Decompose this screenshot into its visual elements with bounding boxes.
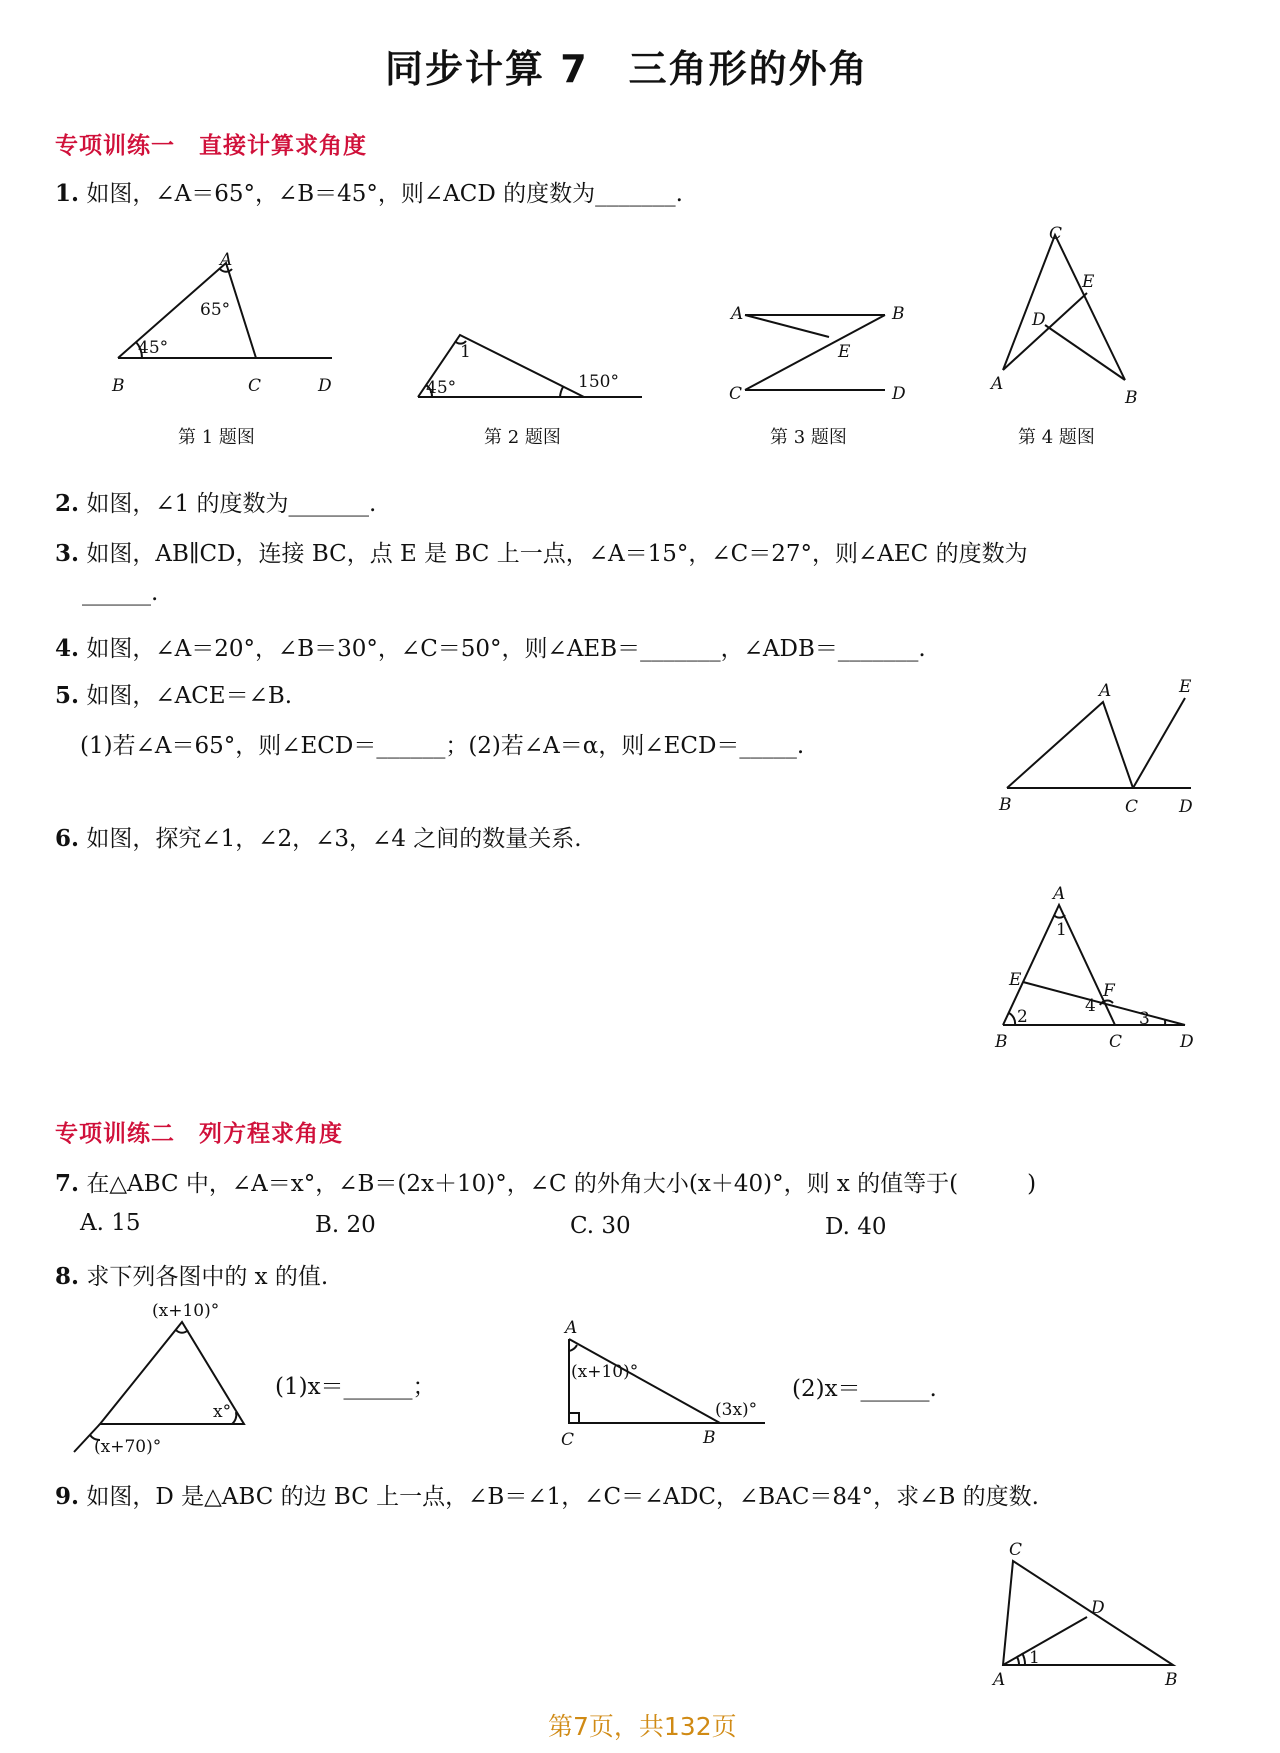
fig5-label-E: E [1179,677,1192,697]
caption-fig-3: 第 3 题图 [770,427,847,448]
fig3-label-D: D [892,384,906,404]
fig8b-label-B: B [703,1428,716,1448]
fig1-label-D: D [318,376,332,396]
fig4-label-E: E [1082,272,1095,292]
fig3-label-C: C [729,384,743,404]
fig6-label-B: B [995,1032,1008,1052]
fig8a-angle-right: x° [213,1402,232,1422]
caption-fig-1: 第 1 题图 [178,427,255,448]
figure-5 [995,670,1195,820]
fig2-angle-1: 1 [460,342,471,362]
page-footer: 第7页，共132页 [548,1712,737,1741]
fig6-label-E: E [1009,970,1022,990]
fig4-label-D: D [1032,310,1046,330]
fig6-label-D: D [1180,1032,1194,1052]
fig1-label-A: A [220,250,233,270]
fig1-angle-A: 65° [200,300,231,320]
option-a: A. 15 [80,1210,141,1236]
fig3-label-B: B [892,304,905,324]
question-6: 6. 如图，探究∠1，∠2，∠3，∠4 之间的数量关系. [55,825,582,852]
caption-fig-2: 第 2 题图 [484,427,561,448]
fig2-angle-45: 45° [426,378,457,398]
question-8-blank-1: (1)x＝______； [275,1374,436,1400]
figure-9 [985,1535,1195,1690]
fig6-label-F: F [1103,981,1115,1001]
fig3-label-A: A [731,304,744,324]
fig3-label-E: E [838,342,851,362]
fig6-angle-4: 4 [1085,996,1096,1016]
question-1: 1. 如图，∠A＝65°，∠B＝45°，则∠ACD 的度数为_______. [55,180,683,207]
fig6-label-C: C [1109,1032,1123,1052]
fig6-angle-1: 1 [1056,920,1067,940]
question-2: 2. 如图，∠1 的度数为_______. [55,490,377,517]
fig8a-angle-top: (x+10)° [152,1301,220,1321]
figure-8a [70,1300,280,1460]
fig9-angle-1: 1 [1029,1648,1040,1668]
fig9-label-B: B [1165,1670,1178,1690]
figure-2 [410,325,650,405]
fig8b-label-A: A [565,1318,578,1338]
question-5: 5. 如图，∠ACE＝∠B. [55,682,293,709]
question-5-parts: (1)若∠A＝65°，则∠ECD＝______；(2)若∠A＝α，则∠ECD＝_____. [80,733,805,759]
fig5-label-D: D [1179,797,1193,817]
fig6-angle-3: 3 [1139,1009,1150,1029]
figure-6 [985,885,1200,1060]
fig5-label-C: C [1125,797,1139,817]
fig1-label-B: B [112,376,125,396]
question-3-blank: ______. [82,580,159,606]
fig4-label-B: B [1125,388,1138,408]
figure-4 [985,224,1155,408]
question-8: 8. 求下列各图中的 x 的值. [55,1263,329,1290]
fig5-label-B: B [999,795,1012,815]
fig1-label-C: C [248,376,262,396]
question-3: 3. 如图，AB∥CD，连接 BC，点 E 是 BC 上一点，∠A＝15°，∠C＝27°，则∠AEC 的度数为 [55,540,1028,567]
option-d: D. 40 [825,1214,887,1240]
fig6-angle-2: 2 [1017,1007,1028,1027]
question-7: 7. 在△ABC 中，∠A＝x°，∠B＝(2x＋10)°，∠C 的外角大小(x＋40)°，则 x 的值等于( ) [55,1170,1037,1197]
question-4: 4. 如图，∠A＝20°，∠B＝30°，∠C＝50°，则∠AEB＝_______，∠ADB＝_______. [55,635,926,662]
fig1-angle-B: 45° [138,338,169,358]
fig8b-label-C: C [561,1430,575,1450]
fig8b-angle-B: (3x)° [715,1400,758,1420]
fig8a-angle-bottom: (x+70)° [94,1437,162,1457]
page-title: 同步计算 7 三角形的外角 [385,47,869,91]
fig5-label-A: A [1099,681,1112,701]
figure-3 [725,295,925,405]
option-c: C. 30 [570,1213,631,1239]
fig9-label-A: A [993,1670,1006,1690]
section-heading-2: 专项训练二 列方程求角度 [55,1121,343,1147]
option-b: B. 20 [315,1212,376,1238]
fig4-label-C: C [1049,224,1063,244]
fig9-label-D: D [1091,1598,1105,1618]
fig8b-angle-A: (x+10)° [571,1362,639,1382]
fig9-label-C: C [1009,1540,1023,1560]
fig2-angle-150: 150° [578,372,619,392]
figure-8b [555,1315,775,1450]
fig4-label-A: A [991,374,1004,394]
figure-1 [100,225,340,396]
question-9: 9. 如图，D 是△ABC 的边 BC 上一点，∠B＝∠1，∠C＝∠ADC，∠BAC＝84°，求∠B 的度数. [55,1483,1039,1510]
caption-fig-4: 第 4 题图 [1018,427,1095,448]
fig6-label-A: A [1053,884,1066,904]
question-8-blank-2: (2)x＝______. [792,1376,937,1402]
section-heading-1: 专项训练一 直接计算求角度 [55,133,367,159]
